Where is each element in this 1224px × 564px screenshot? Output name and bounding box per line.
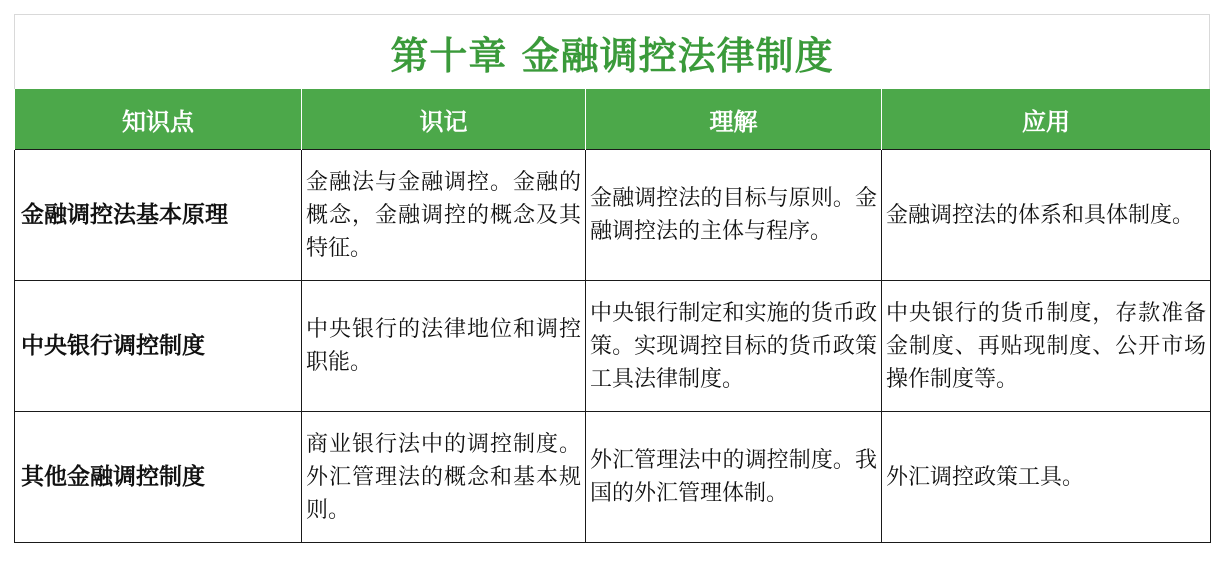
row-topic: 中央银行调控制度 [15, 281, 302, 412]
cell-memorize: 金融法与金融调控。金融的概念，金融调控的概念及其特征。 [302, 150, 586, 281]
page [14, 14, 1210, 550]
header-memorize: 识记 [302, 89, 586, 150]
cell-memorize: 中央银行的法律地位和调控职能。 [302, 281, 586, 412]
header-understand: 理解 [586, 89, 882, 150]
knowledge-table [14, 89, 1211, 543]
row-topic: 其他金融调控制度 [15, 412, 302, 543]
table-header-row [15, 89, 1211, 150]
cell-memorize: 商业银行法中的调控制度。外汇管理法的概念和基本规则。 [302, 412, 586, 543]
header-knowledge-point: 知识点 [15, 89, 302, 150]
cell-apply: 金融调控法的体系和具体制度。 [882, 150, 1211, 281]
row-topic: 金融调控法基本原理 [15, 150, 302, 281]
cell-understand: 外汇管理法中的调控制度。我国的外汇管理体制。 [586, 412, 882, 543]
page-title: 第十章 金融调控法律制度 [14, 14, 1210, 89]
cell-apply: 中央银行的货币制度，存款准备金制度、再贴现制度、公开市场操作制度等。 [882, 281, 1211, 412]
cell-understand: 金融调控法的目标与原则。金融调控法的主体与程序。 [586, 150, 882, 281]
header-apply: 应用 [882, 89, 1211, 150]
table-row [15, 281, 1211, 412]
cell-understand: 中央银行制定和实施的货币政策。实现调控目标的货币政策工具法律制度。 [586, 281, 882, 412]
table-row [15, 150, 1211, 281]
table-row [15, 412, 1211, 543]
cell-apply: 外汇调控政策工具。 [882, 412, 1211, 543]
